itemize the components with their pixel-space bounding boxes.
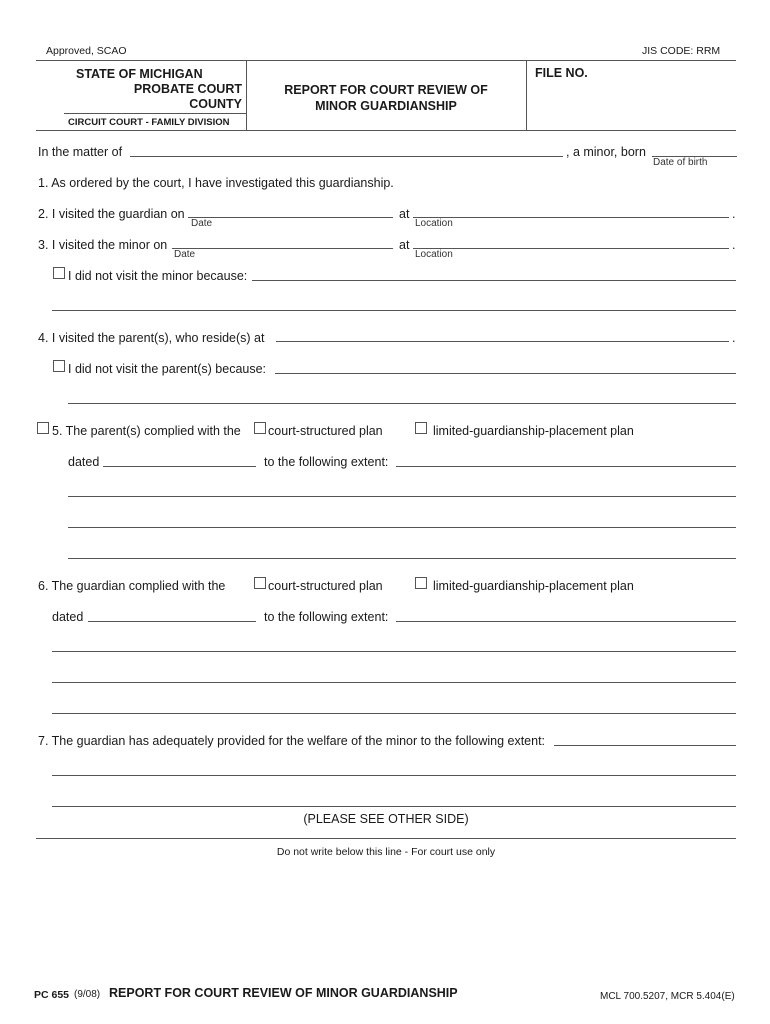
dob-caption: Date of birth — [653, 157, 708, 168]
division-label: CIRCUIT COURT - FAMILY DIVISION — [68, 117, 230, 128]
county-rule — [64, 113, 246, 114]
item-4-label: 4. I visited the parent(s), who reside(s) at — [38, 331, 265, 345]
item-6-court-plan-label: court-structured plan — [268, 579, 383, 593]
parents-address-field[interactable] — [276, 341, 729, 342]
minor-visit-date-field[interactable] — [172, 248, 393, 249]
period: . — [732, 331, 736, 345]
item-5-extent-label: to the following extent: — [264, 455, 389, 469]
item-6-extent-line-1[interactable] — [396, 621, 736, 622]
county-label: COUNTY — [189, 97, 242, 111]
item-5-court-plan-label: court-structured plan — [268, 424, 383, 438]
form-date: (9/08) — [74, 989, 101, 1000]
period: . — [732, 238, 736, 252]
period: . — [732, 207, 736, 221]
item-6-court-plan-checkbox[interactable] — [254, 577, 266, 589]
item-7-extent-line-3[interactable] — [52, 806, 736, 807]
item-2-label: 2. I visited the guardian on — [38, 207, 185, 221]
item-6-extent-label: to the following extent: — [264, 610, 389, 624]
court-use-rule — [36, 838, 736, 839]
header-top-rule — [36, 60, 736, 61]
file-no-label: FILE NO. — [535, 66, 588, 80]
item-5-extent-line-3[interactable] — [68, 527, 736, 528]
court-label: PROBATE COURT — [133, 82, 242, 96]
item-5-extent-line-2[interactable] — [68, 496, 736, 497]
at-label: at — [399, 207, 410, 221]
item-7-extent-line-1[interactable] — [554, 745, 736, 746]
court-use-label: Do not write below this line - For court use only — [276, 846, 496, 858]
file-no-field[interactable] — [595, 64, 731, 126]
item-6-limited-plan-label: limited-guardianship-placement plan — [433, 579, 634, 593]
location-caption: Location — [415, 218, 453, 229]
did-not-visit-parents-checkbox[interactable] — [53, 360, 65, 372]
did-not-visit-parents-label: I did not visit the parent(s) because: — [68, 362, 267, 376]
item-6-extent-line-3[interactable] — [52, 682, 736, 683]
item-6-dated-label: dated — [52, 610, 84, 624]
header-divider-right — [526, 61, 527, 131]
item-5-court-plan-checkbox[interactable] — [254, 422, 266, 434]
item-6-limited-plan-checkbox[interactable] — [415, 577, 427, 589]
location-caption: Location — [415, 249, 453, 260]
item-5-label: 5. The parent(s) complied with the — [52, 424, 241, 438]
citation: MCL 700.5207, MCR 5.404(E) — [600, 991, 735, 1002]
item-7-label: 7. The guardian has adequately provided for the welfare of the minor to the following extent: — [38, 734, 546, 748]
did-not-visit-minor-label: I did not visit the minor because: — [68, 269, 248, 283]
item-5-dated-label: dated — [68, 455, 100, 469]
parents-reason-line-1[interactable] — [275, 373, 736, 374]
approved-label: Approved, SCAO — [46, 45, 127, 57]
matter-label: In the matter of — [38, 145, 123, 159]
item-5-dated-field[interactable] — [103, 466, 256, 467]
form-title-line1: REPORT FOR COURT REVIEW OF — [284, 83, 488, 97]
minor-visit-location-field[interactable] — [413, 248, 729, 249]
item-5-limited-plan-checkbox[interactable] — [415, 422, 427, 434]
item-6-label: 6. The guardian complied with the — [38, 579, 226, 593]
state-label: STATE OF MICHIGAN — [76, 67, 203, 81]
at-label: at — [399, 238, 410, 252]
date-caption: Date — [174, 249, 196, 260]
footer-form-title: REPORT FOR COURT REVIEW OF MINOR GUARDIANSHIP — [109, 986, 458, 1000]
item-5-extent-line-4[interactable] — [68, 558, 736, 559]
item-6-dated-field[interactable] — [88, 621, 256, 622]
minor-reason-line-2[interactable] — [52, 310, 736, 311]
jis-code-label: JIS CODE: RRM — [642, 45, 721, 57]
form-title-line2: MINOR GUARDIANSHIP — [315, 99, 457, 113]
minor-name-field[interactable] — [130, 156, 563, 157]
item-5-checkbox[interactable] — [37, 422, 49, 434]
date-caption: Date — [191, 218, 213, 229]
see-other-side: (PLEASE SEE OTHER SIDE) — [303, 812, 469, 826]
did-not-visit-minor-checkbox[interactable] — [53, 267, 65, 279]
item-3-label: 3. I visited the minor on — [38, 238, 168, 252]
form-number: PC 655 — [34, 989, 70, 1001]
minor-born-label: , a minor, born — [566, 145, 646, 159]
guardian-visit-date-field[interactable] — [188, 217, 393, 218]
header-bottom-rule — [36, 130, 736, 131]
item-5-limited-plan-label: limited-guardianship-placement plan — [433, 424, 634, 438]
guardian-visit-location-field[interactable] — [413, 217, 729, 218]
minor-reason-line-1[interactable] — [252, 280, 736, 281]
item-6-extent-line-2[interactable] — [52, 651, 736, 652]
item-1: 1. As ordered by the court, I have investigated this guardianship. — [38, 176, 394, 190]
item-7-extent-line-2[interactable] — [52, 775, 736, 776]
item-5-extent-line-1[interactable] — [396, 466, 736, 467]
item-6-extent-line-4[interactable] — [52, 713, 736, 714]
parents-reason-line-2[interactable] — [68, 403, 736, 404]
